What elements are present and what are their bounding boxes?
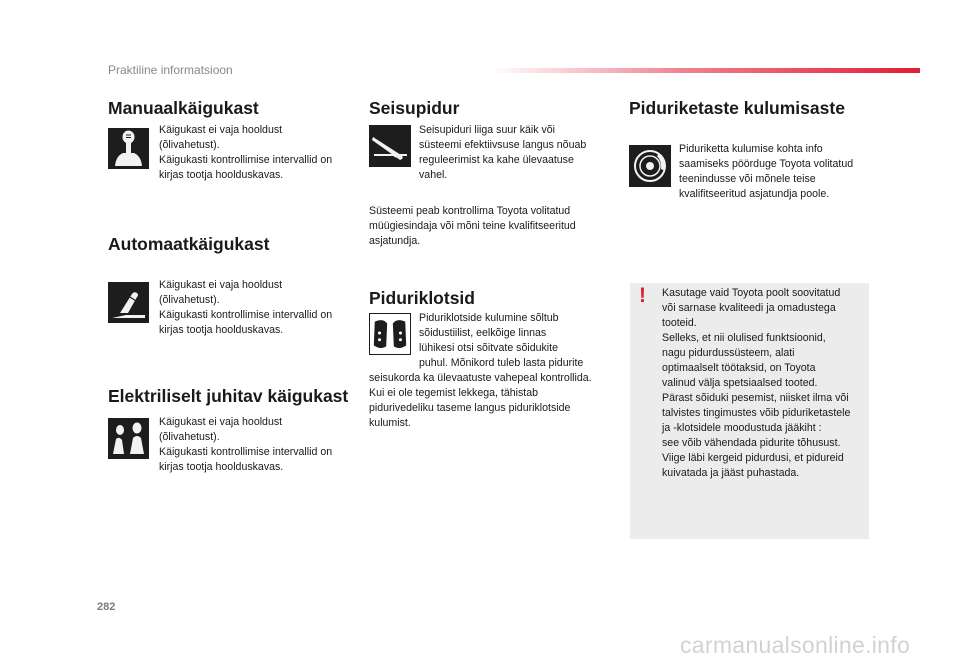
brake-pads-text: Piduriklotside kulumine sõltub sõidustiilist, eelkõige linnas lühikesi otsi sõitvate sõidukite puhul. Mõnikord tuleb lasta pidurite	[419, 312, 584, 369]
brake-pads-icon	[369, 313, 411, 355]
electric-gearbox-text: Käigukast ei vaja hooldust (õlivahetust). Käigukasti kontrollimise intervallid on kirjas tootja hoolduskavas.	[159, 416, 333, 473]
brake-disc-icon	[629, 145, 671, 187]
parking-brake-check-text: Süsteemi peab kontrollima Toyota volitatud müügiesindaja või mõni teine kvalifitseeritud asjatundja.	[369, 205, 576, 247]
heading-parking-brake: Seisupidur	[369, 98, 460, 118]
parking-brake-text: Seisupiduri liiga suur käik või süsteemi efektiivsuse langus nõuab reguleerimist ka kahe ülevaatuse vahel.	[419, 124, 587, 181]
heading-brake-pads: Piduriklotsid	[369, 288, 475, 308]
brake-discs-text: Piduriketta kulumise kohta info saamiseks pöörduge Toyota volitatud teenindusse või mõnele teise kvalifitseeritud asjatundja poole.	[679, 143, 854, 200]
page-number: 282	[97, 601, 116, 613]
automatic-gear-lever-icon	[108, 282, 149, 323]
manual-gearbox-text: Käigukast ei vaja hooldust (õlivahetust). Käigukasti kontrollimise intervallid on kirjas tootja hoolduskavas.	[159, 124, 333, 181]
automatic-gearbox-text: Käigukast ei vaja hooldust (õlivahetust). Käigukasti kontrollimise intervallid on kirjas tootja hoolduskavas.	[159, 279, 333, 336]
brake-pads-more-text: seisukorda ka ülevaatuste vahepeal kontrollida. Kui ei ole tegemist lekkega, tähistab pidurivedeliku taseme langus piduriklotside kulumist.	[369, 372, 592, 429]
heading-electric-gearbox: Elektriliselt juhitav käigukast	[108, 386, 349, 406]
heading-automatic-gearbox: Automaatkäigukast	[108, 234, 270, 254]
parking-brake-lever-icon	[369, 125, 411, 167]
heading-manual-gearbox: Manuaalkäigukast	[108, 98, 259, 118]
manual-gear-lever-icon	[108, 128, 149, 169]
header-accent-line	[490, 68, 920, 73]
warning-note-text: Kasutage vaid Toyota poolt soovitatud või sarnase kvaliteedi ja omadustega tooteid. Selleks, et nii olulised funktsioonid, nagu pidurdussüsteem, alati optimaalselt töötaksid, on Toyota valinud välja spetsiaalsed tooted. Pärast sõiduki pesemist, niisket ilma või talvistes tingimustes võib piduriketastele ja -klotsidele moodustuda jääkiht : see võib vähendada pidurite tõhusust. Viige läbi kergeid pidurdusi, et pidureid kuivatada ja jääst puhastada.	[662, 287, 851, 479]
warning-exclamation-icon: !	[639, 284, 646, 307]
watermark: carmanualsonline.info	[680, 632, 911, 658]
heading-brake-discs: Piduriketaste kulumisaste	[629, 98, 845, 118]
electric-gear-selector-icon	[108, 418, 149, 459]
running-header: Praktiline informatsioon	[108, 63, 233, 77]
